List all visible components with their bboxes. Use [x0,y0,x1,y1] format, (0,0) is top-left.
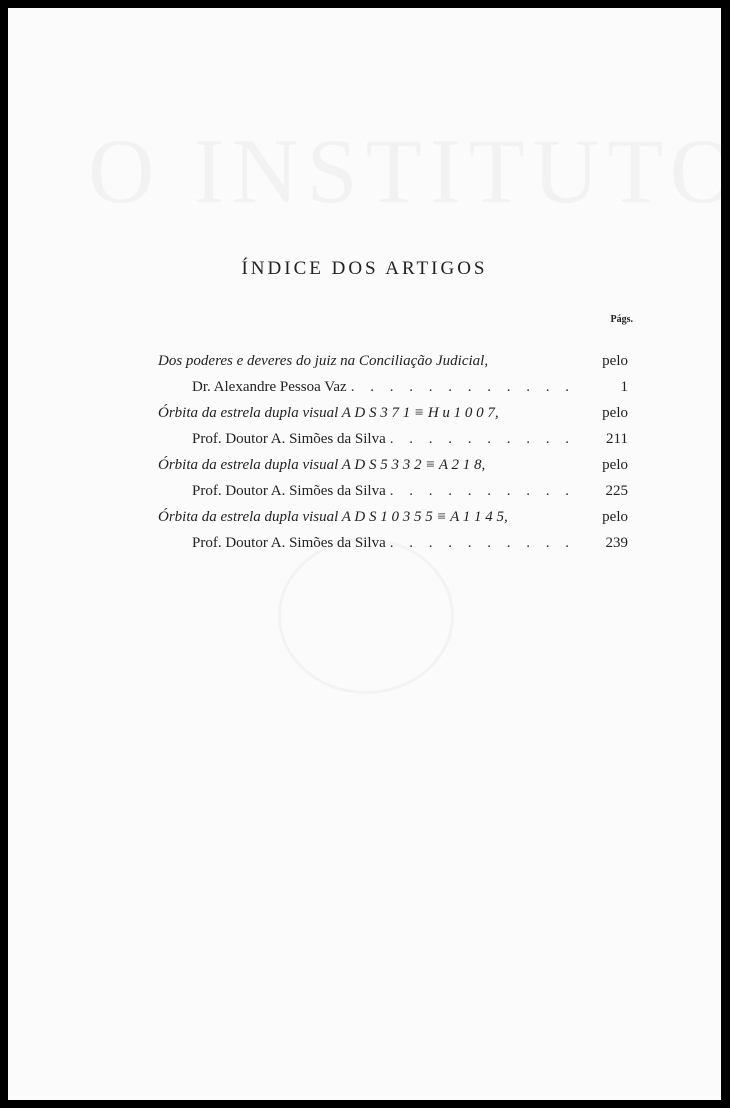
toc-entry-by: pelo [602,405,628,421]
toc-entry [158,348,628,400]
dot-leader [347,374,576,400]
bleed-through-watermark [88,118,721,224]
dot-leader [386,426,576,452]
pages-column-header: Págs. [610,314,633,325]
toc-entry-page: 211 [606,431,628,447]
toc-entry-author-line [158,478,628,504]
table-of-contents [158,348,628,556]
document-page [8,8,721,1100]
toc-entry-title-line [158,400,628,426]
toc-entry-page: 1 [620,379,628,395]
dot-leader [386,478,576,504]
toc-entry [158,504,628,556]
toc-entry-author: Prof. Doutor A. Simões da Silva [192,483,386,499]
toc-entry-title: Dos poderes e deveres do juiz na Conciliação Judicial, [158,353,489,369]
toc-entry-by: pelo [602,353,628,369]
toc-entry-title: Órbita da estrela dupla visual A D S 1 0 3 5 5 ≡ A 1 1 4 5, [158,509,508,525]
toc-entry-author-line [158,426,628,452]
toc-entry-title: Órbita da estrela dupla visual A D S 3 7 1 ≡ H u 1 0 0 7, [158,405,499,421]
toc-entry-author-line [158,530,628,556]
toc-entry-author: Prof. Doutor A. Simões da Silva [192,431,386,447]
bleed-through-seal [278,538,454,694]
toc-entry [158,400,628,452]
toc-entry-title: Órbita da estrela dupla visual A D S 5 3 3 2 ≡ A 2 1 8, [158,457,486,473]
toc-entry-title-line [158,504,628,530]
toc-entry-title-line [158,452,628,478]
toc-entry-by: pelo [602,509,628,525]
toc-entry-page: 239 [605,535,628,551]
toc-entry-by: pelo [602,457,628,473]
toc-entry-page: 225 [605,483,628,499]
page-title: ÍNDICE DOS ARTIGOS [241,258,488,279]
toc-entry [158,452,628,504]
toc-entry-title-line [158,348,628,374]
toc-entry-author: Prof. Doutor A. Simões da Silva [192,535,386,551]
toc-entry-author-line [158,374,628,400]
dot-leader [386,530,576,556]
toc-entry-author: Dr. Alexandre Pessoa Vaz [192,379,347,395]
